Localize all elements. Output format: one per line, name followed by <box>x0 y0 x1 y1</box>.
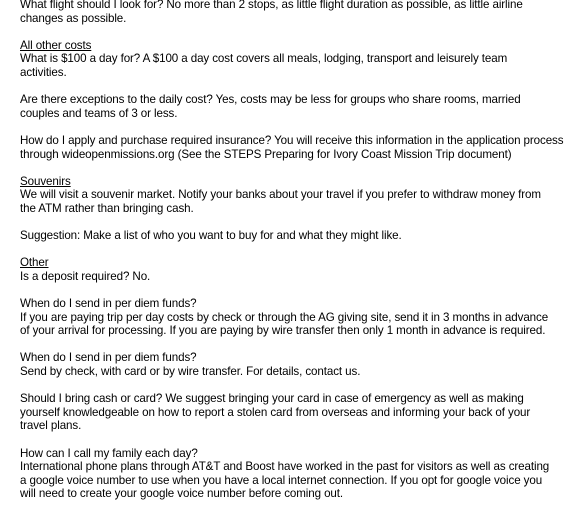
text-line: Is a deposit required? No. <box>20 269 151 283</box>
text-line: Are there exceptions to the daily cost? Yes, costs may be less for groups who share rooms, married <box>20 93 521 107</box>
text-line: We will visit a souvenir market. Notify your banks about your travel if you prefer to withdraw money from <box>20 188 541 202</box>
paragraph <box>20 351 562 378</box>
text-line: If you are paying trip per day costs by check or through the AG giving site, send it in 3 months in advance <box>20 310 549 324</box>
text-line: will need to create your google voice number before coming out. <box>20 487 344 501</box>
paragraph <box>20 0 562 25</box>
paragraph <box>20 256 562 283</box>
text-line: What is $100 a day for? A $100 a day cost covers all meals, lodging, transport and leisurely team <box>20 52 508 66</box>
text-line: couples and teams of 3 or less. <box>20 106 178 120</box>
text-line: What flight should I look for? No more than 2 stops, as little flight duration as possible, as little airline <box>20 0 523 11</box>
paragraph <box>20 175 562 216</box>
text-line: changes as possible. <box>20 11 127 25</box>
paragraph <box>20 229 562 243</box>
text-line: a google voice number to use when you have a local internet connection. If you opt for google voice you <box>20 473 543 487</box>
text-line: of your arrival for processing. If you are paying by wire transfer then only 1 month in advance is required. <box>20 324 546 338</box>
text-line: the ATM rather than bringing cash. <box>20 201 194 215</box>
text-line: activities. <box>20 65 67 79</box>
paragraph <box>20 93 562 120</box>
text-line: travel plans. <box>20 419 82 433</box>
section-heading: Other <box>20 256 49 270</box>
text-line: Suggestion: Make a list of who you want to buy for and what they might like. <box>20 229 402 243</box>
text-line: through wideopenmissions.org (See the STEPS Preparing for Ivory Coast Mission Trip document) <box>20 147 512 161</box>
text-line: How do I apply and purchase required insurance? You will receive this information in the application process <box>20 133 564 147</box>
section-heading: All other costs <box>20 38 92 52</box>
paragraph <box>20 392 562 433</box>
paragraph <box>20 134 562 161</box>
paragraph <box>20 297 562 338</box>
text-line: Send by check, with card or by wire transfer. For details, contact us. <box>20 365 361 379</box>
section-heading: Souvenirs <box>20 174 71 188</box>
text-line: How can I call my family each day? <box>20 446 198 460</box>
text-line: When do I send in per diem funds? <box>20 351 197 365</box>
paragraph <box>20 447 562 501</box>
text-line: When do I send in per diem funds? <box>20 297 197 311</box>
text-line: Should I bring cash or card? We suggest bringing your card in case of emergency as well as making <box>20 392 524 406</box>
text-line: International phone plans through AT&T and Boost have worked in the past for visitors as well as creating <box>20 460 550 474</box>
text-line: yourself knowledgeable on how to report a stolen card from overseas and informing your back of your <box>20 405 531 419</box>
paragraph <box>20 39 562 80</box>
